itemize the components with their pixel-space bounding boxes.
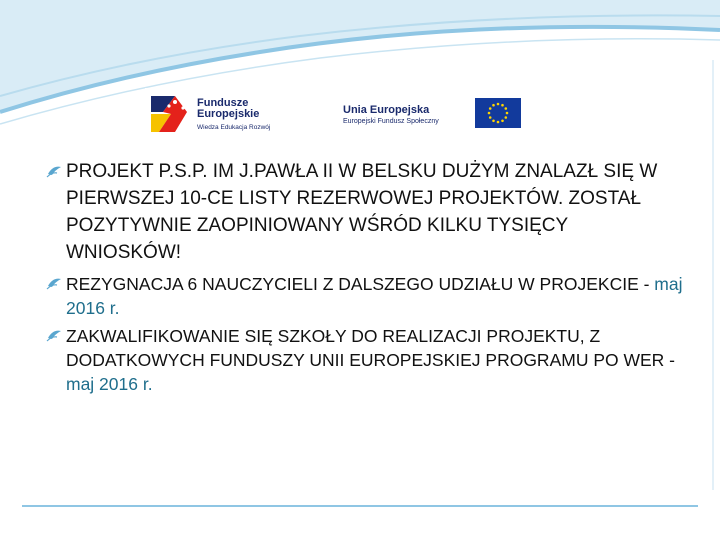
eu-flag-icon bbox=[475, 98, 521, 128]
bullet-text-3: ZAKWALIFIKOWANIE SIĘ SZKOŁY DO REALIZACJI PROJEKTU, Z DODATKOWYCH FUNDUSZY UNII EUROPEJSKIEJ PROGRAMU PO WER - bbox=[66, 326, 675, 370]
fe-logo-line3: Wiedza Edukacja Rozwój bbox=[197, 124, 271, 131]
bullet-item-1 bbox=[46, 158, 686, 266]
bullet-list bbox=[46, 158, 686, 400]
bullet-marker-icon bbox=[46, 327, 63, 344]
bullet-item-2 bbox=[46, 272, 686, 320]
ue-logo-line1: Unia Europejska bbox=[343, 104, 430, 116]
fundusze-europejskie-logo-icon bbox=[149, 92, 193, 136]
funding-logos-banner bbox=[145, 88, 541, 140]
fe-logo-line1: Fundusze bbox=[197, 97, 249, 109]
fe-logo-line2: Europejskie bbox=[197, 108, 260, 120]
bullet-date-3: maj 2016 r. bbox=[66, 374, 153, 394]
bullet-text-2: REZYGNACJA 6 NAUCZYCIELI Z DALSZEGO UDZIAŁU W PROJEKCIE - bbox=[66, 274, 655, 294]
ue-logo-line2: Europejski Fundusz Społeczny bbox=[343, 118, 439, 125]
bullet-marker-icon bbox=[46, 163, 63, 180]
bullet-marker-icon bbox=[46, 275, 63, 292]
fundusze-europejskie-text bbox=[197, 98, 270, 133]
bullet-text-1: PROJEKT P.S.P. IM J.PAWŁA II W BELSKU DUŻYM ZNALAZŁ SIĘ W PIERWSZEJ 10-CE LISTY REZERWOWEJ PROJEKTÓW. ZOSTAŁ POZYTYWNIE ZAOPINIOWANY WŚRÓD KILKU TYSIĘCY WNIOSKÓW! bbox=[66, 161, 658, 263]
unia-europejska-text bbox=[343, 104, 439, 126]
bullet-date-2: maj 2016 r. bbox=[66, 274, 683, 318]
bullet-item-3 bbox=[46, 324, 686, 396]
